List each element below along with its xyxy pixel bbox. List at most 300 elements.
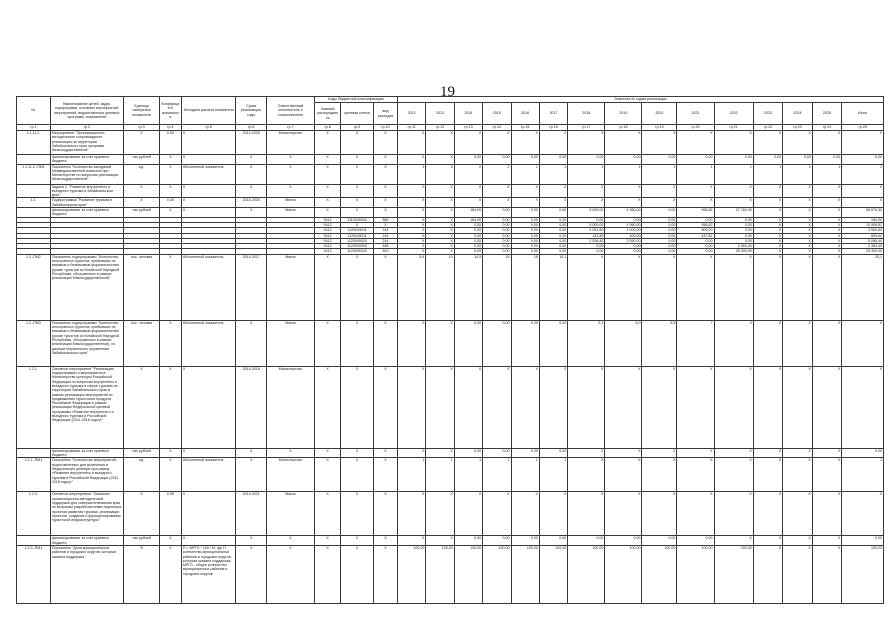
column-number: гр.8 bbox=[315, 125, 341, 131]
table-cell: Х bbox=[341, 536, 374, 546]
table-cell: 0,00 bbox=[511, 536, 539, 546]
table-cell: Х bbox=[426, 222, 454, 227]
table-cell: 0,00 bbox=[714, 222, 753, 227]
table-cell: Х bbox=[426, 208, 454, 218]
table-cell: Х bbox=[341, 366, 374, 448]
table-cell: ед. bbox=[123, 458, 159, 492]
table-cell: Х bbox=[426, 492, 454, 536]
table-cell: Х bbox=[812, 254, 841, 320]
table-cell: 0,00 bbox=[642, 238, 677, 243]
table-cell: Х bbox=[842, 492, 884, 536]
header-budget-codes: Коды бюджетной классификации bbox=[315, 97, 398, 103]
table-cell: Х bbox=[812, 244, 841, 249]
table-cell: Х bbox=[398, 228, 426, 233]
table-cell: 0,00 bbox=[539, 238, 567, 243]
table-cell: Х bbox=[181, 131, 236, 155]
table-cell: 1.1.11.2. bbox=[17, 131, 51, 155]
table-cell: Х bbox=[483, 492, 511, 536]
table-cell: 100,00 bbox=[605, 545, 642, 603]
header-year: 2021 bbox=[677, 103, 714, 125]
table-cell: Х bbox=[783, 249, 812, 254]
table-cell: 1 bbox=[454, 458, 482, 492]
table-cell: Х bbox=[315, 198, 341, 208]
table-cell: 0,00 bbox=[511, 233, 539, 238]
table-cell: 0,00 bbox=[783, 155, 812, 165]
table-cell: 100,00 bbox=[677, 545, 714, 603]
table-cell: 0,00 bbox=[605, 244, 642, 249]
table-cell: Х bbox=[642, 366, 677, 448]
table-cell: 1 bbox=[842, 458, 884, 492]
table-cell: Х bbox=[511, 184, 539, 198]
table-cell: Х bbox=[783, 198, 812, 208]
column-number: гр.1 bbox=[17, 125, 51, 131]
table-cell: 4 950,00 bbox=[605, 208, 642, 218]
table-cell: 15 bbox=[483, 254, 511, 320]
table-cell: Х bbox=[753, 448, 782, 458]
table-cell: Х bbox=[266, 155, 314, 165]
table-cell: Абсолютный показатель bbox=[181, 320, 236, 366]
table-cell: Х bbox=[123, 198, 159, 208]
table-cell: Х bbox=[315, 320, 341, 366]
table-cell: П = МРГО * 100 / М, где П - количество муниципальных районов и городских округов, которым оказана поддержка; МРГО - общее количество муниципальных районов и городских округов bbox=[181, 545, 236, 603]
table-cell: тыс. человек bbox=[123, 320, 159, 366]
table-cell: Х bbox=[398, 366, 426, 448]
table-cell: Х bbox=[677, 131, 714, 155]
table-cell: 244 bbox=[373, 238, 397, 243]
table-cell: 2 bbox=[454, 164, 482, 184]
table-cell: 0,00 bbox=[454, 536, 482, 546]
table-cell: Х bbox=[181, 198, 236, 208]
column-number: гр.20 bbox=[677, 125, 714, 131]
row-title: Основное мероприятие "Реализация подпрограммы и мероприятия в Министерстве культуры Российской Федерации по вопросам внутреннего и въездного туризма в сфере туризма на территории Забайкальского края в рамках реализации мероприятий по продвижению туристского продукта Российской Федерации в рамках реализации Федеральной целевой программы «Развитие внутреннего и въездного туризма в Российской Федерации (2011-2018 годы)»" bbox=[50, 366, 123, 448]
table-cell: 4 950,00 bbox=[605, 222, 642, 227]
table-cell: Х bbox=[812, 249, 841, 254]
table-cell: 0,00 bbox=[605, 217, 642, 222]
column-number: гр.7 bbox=[266, 125, 314, 131]
column-number: гр.22 bbox=[753, 125, 782, 131]
table-cell: Х bbox=[341, 184, 374, 198]
table-cell: Х bbox=[677, 492, 714, 536]
table-cell: Х bbox=[812, 198, 841, 208]
column-number: гр.5 bbox=[181, 125, 236, 131]
column-number: гр.12 bbox=[426, 125, 454, 131]
table-cell: Х bbox=[236, 545, 267, 603]
table-cell: Х bbox=[568, 492, 605, 536]
table-cell: Х bbox=[426, 320, 454, 366]
table-cell: % bbox=[123, 545, 159, 603]
column-number: гр.16 bbox=[539, 125, 567, 131]
row-title: Основное мероприятие "Оказание организационно-методической поддержки для совершенствования края по вопросам разработки инвестиционных проектов развития туризма, реализации проектов, создании и функционировании туристской инфраструктуры" bbox=[50, 492, 123, 536]
column-number: гр.13 bbox=[454, 125, 482, 131]
table-cell: Х bbox=[714, 366, 753, 448]
table-row bbox=[17, 184, 884, 198]
table-cell: Х bbox=[341, 254, 374, 320]
program-table bbox=[16, 96, 884, 604]
table-cell: Х bbox=[315, 458, 341, 492]
table-cell: 0,00 bbox=[714, 228, 753, 233]
table-cell: Х bbox=[812, 131, 841, 155]
table-cell: 0,00 bbox=[642, 155, 677, 165]
table-cell: 0,00 bbox=[511, 208, 539, 218]
table-cell: 1 bbox=[511, 164, 539, 184]
table-cell: 1.2.1. bbox=[17, 366, 51, 448]
table-cell: Х bbox=[181, 208, 236, 218]
table-cell: 0,00 bbox=[568, 217, 605, 222]
table-cell: Х bbox=[266, 536, 314, 546]
table-cell: Х bbox=[605, 131, 642, 155]
table-cell: 1.2.3. bbox=[17, 492, 51, 536]
table-cell: Х bbox=[539, 492, 567, 536]
table-cell: Х bbox=[236, 155, 267, 165]
table-cell: 100,00 bbox=[483, 545, 511, 603]
table-cell: Минэк bbox=[266, 320, 314, 366]
table-cell: Х bbox=[398, 536, 426, 546]
table-cell: 5 000,00 bbox=[568, 222, 605, 227]
header-budget-sub: вид расходов bbox=[373, 103, 397, 125]
table-cell: Х bbox=[398, 320, 426, 366]
table-cell: Х bbox=[341, 448, 374, 458]
table-cell: Х bbox=[236, 536, 267, 546]
table-cell: 15 bbox=[511, 254, 539, 320]
table-cell: 27 784,40 bbox=[714, 208, 753, 218]
table-cell: Минэк bbox=[266, 254, 314, 320]
table-row bbox=[17, 164, 884, 184]
table-cell: Х bbox=[160, 536, 182, 546]
table-cell: Х bbox=[783, 222, 812, 227]
table-cell: Х bbox=[783, 458, 812, 492]
table-cell: 0 bbox=[714, 320, 753, 366]
table-cell: Х bbox=[160, 254, 182, 320]
column-number: гр.10 bbox=[373, 125, 397, 131]
table-cell: 0,00 bbox=[483, 249, 511, 254]
table-cell: 1 bbox=[642, 164, 677, 184]
table-cell: Х bbox=[341, 208, 374, 218]
header-budget-sub: целевая статья bbox=[341, 103, 374, 125]
table-cell: 0,00 bbox=[642, 536, 677, 546]
table-row bbox=[17, 320, 884, 366]
table-cell: Х bbox=[341, 131, 374, 155]
table-cell: 1120049020 bbox=[341, 249, 374, 254]
table-cell: 2014-2017 bbox=[236, 254, 267, 320]
table-cell: Х bbox=[373, 254, 397, 320]
table-cell: 0,00 bbox=[511, 320, 539, 366]
table-cell: Х bbox=[454, 184, 482, 198]
table-cell: 0,00 bbox=[483, 244, 511, 249]
table-cell: 0,00 bbox=[677, 155, 714, 165]
table-cell: Х bbox=[483, 131, 511, 155]
table-cell bbox=[17, 208, 51, 218]
table-cell: 0,00 bbox=[511, 155, 539, 165]
table-row bbox=[17, 131, 884, 155]
table-cell: 0,00 bbox=[483, 536, 511, 546]
table-cell: тыс.рублей bbox=[123, 155, 159, 165]
column-number: гр.9 bbox=[341, 125, 374, 131]
table-cell: 6,5 bbox=[642, 320, 677, 366]
table-cell: 0,00 bbox=[642, 249, 677, 254]
table-cell: Х bbox=[315, 366, 341, 448]
table-cell: 1 bbox=[568, 164, 605, 184]
table-cell: Х bbox=[266, 448, 314, 458]
table-cell: 1.2.3.-ПМ1 bbox=[17, 545, 51, 603]
table-cell: 0,00 bbox=[568, 536, 605, 546]
table-row bbox=[17, 448, 884, 458]
table-cell: 0,05 bbox=[160, 492, 182, 536]
table-cell: Х bbox=[812, 238, 841, 243]
table-cell: 956,82 bbox=[677, 208, 714, 218]
table-cell: Х bbox=[842, 366, 884, 448]
table-cell: 411,80 bbox=[568, 233, 605, 238]
table-cell: Х bbox=[714, 131, 753, 155]
table-cell: 0412 bbox=[315, 238, 341, 243]
table-cell: Х bbox=[454, 131, 482, 155]
table-cell: Х bbox=[783, 545, 812, 603]
column-number: гр.2 bbox=[50, 125, 123, 131]
table-cell: 100,00 bbox=[398, 545, 426, 603]
row-title: финансирование за счет краевого бюджета bbox=[50, 208, 123, 218]
table-cell: Х bbox=[753, 492, 782, 536]
table-cell: Х bbox=[160, 366, 182, 448]
table-cell: Х bbox=[753, 545, 782, 603]
table-cell: 1 bbox=[539, 458, 567, 492]
table-cell: 0,00 bbox=[483, 448, 511, 458]
table-cell: 0,00 bbox=[642, 244, 677, 249]
table-cell: 0,00 bbox=[642, 208, 677, 218]
column-number: гр.17 bbox=[568, 125, 605, 131]
table-cell: 0,00 bbox=[454, 238, 482, 243]
table-cell: 100,00 bbox=[539, 545, 567, 603]
column-number: гр.21 bbox=[714, 125, 753, 131]
table-row bbox=[17, 155, 884, 165]
header-budget-sub: главный распорядитель bbox=[315, 103, 341, 125]
table-cell: 2 051,80 bbox=[568, 228, 605, 233]
table-cell: 0,50 bbox=[160, 131, 182, 155]
table-cell: Х bbox=[266, 164, 314, 184]
header-year: 2019 bbox=[605, 103, 642, 125]
table-cell: Х bbox=[511, 492, 539, 536]
table-cell: 3 550,00 bbox=[605, 238, 642, 243]
table-cell: Х bbox=[753, 198, 782, 208]
table-cell: 38 876,52 bbox=[842, 208, 884, 218]
table-cell: 0,00 bbox=[714, 233, 753, 238]
table-cell: 0,00 bbox=[454, 155, 482, 165]
table-cell: 0,00 bbox=[842, 155, 884, 165]
table-cell bbox=[17, 536, 51, 546]
table-cell: 0,00 bbox=[568, 244, 605, 249]
table-cell: Х bbox=[398, 198, 426, 208]
table-cell: 25 400,00 bbox=[842, 249, 884, 254]
table-cell: 1 bbox=[812, 164, 841, 184]
table-cell: 0,00 bbox=[677, 238, 714, 243]
table-cell: Х bbox=[160, 458, 182, 492]
table-cell: Х bbox=[642, 254, 677, 320]
table-cell: Х bbox=[483, 184, 511, 198]
row-title: Показатель подпрограммы "Количество иностранных туристов, прибывших по визовым и безвизовым формальностям (кроме туристов из Китайской Народной Республики, обслуженных в рамках реализации Межгосударственной), по данным пограничного управления Забайкальского края" bbox=[50, 320, 123, 366]
table-cell: Х bbox=[842, 131, 884, 155]
table-cell: 0,00 bbox=[539, 536, 567, 546]
table-cell: Х bbox=[236, 320, 267, 366]
table-cell: Х bbox=[398, 155, 426, 165]
table-cell: 1 bbox=[677, 164, 714, 184]
table-cell: Х bbox=[398, 233, 426, 238]
table-cell: Х bbox=[714, 536, 753, 546]
header-method: Методика расчета показателя bbox=[181, 97, 236, 125]
table-cell: Х bbox=[539, 366, 567, 448]
table-cell: Х bbox=[373, 536, 397, 546]
table-cell: 0,00 bbox=[454, 244, 482, 249]
table-cell: Х bbox=[315, 131, 341, 155]
table-cell: Х bbox=[714, 458, 753, 492]
table-cell: Х bbox=[426, 249, 454, 254]
table-cell: Х bbox=[160, 545, 182, 603]
table-cell: Х bbox=[842, 184, 884, 198]
table-cell: Х bbox=[677, 254, 714, 320]
table-cell: Х bbox=[812, 217, 841, 222]
table-cell: Х bbox=[642, 448, 677, 458]
table-cell: 0,00 bbox=[539, 233, 567, 238]
table-cell: Х bbox=[642, 458, 677, 492]
table-cell: 2 536,40 bbox=[568, 238, 605, 243]
table-cell: 100,00 bbox=[454, 545, 482, 603]
table-cell: тыс.рублей bbox=[123, 208, 159, 218]
table-cell: 100,00 bbox=[842, 545, 884, 603]
table-row bbox=[17, 198, 884, 208]
table-cell: Х bbox=[783, 238, 812, 243]
table-cell: 184,90 bbox=[842, 217, 884, 222]
table-cell: Х bbox=[783, 536, 812, 546]
table-cell: 0,00 bbox=[454, 228, 482, 233]
table-cell: Х bbox=[568, 198, 605, 208]
table-cell: Х bbox=[315, 155, 341, 165]
table-cell: 1.2.-ПМ2 bbox=[17, 254, 51, 320]
column-number: гр.11 bbox=[398, 125, 426, 131]
table-cell: 0,00 bbox=[454, 222, 482, 227]
table-cell: 1 bbox=[753, 164, 782, 184]
table-cell: Х bbox=[373, 208, 397, 218]
table-cell: Х bbox=[398, 208, 426, 218]
table-cell: Х bbox=[341, 320, 374, 366]
table-cell: 0,00 bbox=[483, 238, 511, 243]
table-cell: 0,00 bbox=[483, 208, 511, 218]
table-cell: 0,00 bbox=[714, 155, 753, 165]
table-cell: Х bbox=[605, 448, 642, 458]
table-cell: Х bbox=[642, 184, 677, 198]
table-cell: 2 bbox=[426, 164, 454, 184]
table-cell: 0,00 bbox=[642, 228, 677, 233]
column-number: гр.6 bbox=[236, 125, 267, 131]
table-cell: 447,82 bbox=[677, 233, 714, 238]
table-cell: Минэк bbox=[266, 198, 314, 208]
header-year: 2020 bbox=[642, 103, 677, 125]
table-cell: 14,5 bbox=[454, 254, 482, 320]
table-cell: Х bbox=[753, 458, 782, 492]
table-cell: Х bbox=[783, 448, 812, 458]
table-cell: 0,00 bbox=[539, 244, 567, 249]
table-cell: Министерство bbox=[266, 131, 314, 155]
table-cell: Х bbox=[373, 131, 397, 155]
column-number: гр.23 bbox=[783, 125, 812, 131]
table-cell: Х bbox=[123, 366, 159, 448]
table-row bbox=[17, 208, 884, 218]
table-cell: Х bbox=[426, 238, 454, 243]
table-cell: 184,90 bbox=[454, 217, 482, 222]
table-cell: 810 bbox=[373, 249, 397, 254]
table-cell: Х bbox=[753, 244, 782, 249]
table-cell: Х bbox=[753, 131, 782, 155]
table-cell: Х bbox=[426, 448, 454, 458]
table-cell: Х bbox=[160, 164, 182, 184]
table-cell: 0,00 bbox=[511, 249, 539, 254]
table-cell: 0,00 bbox=[568, 249, 605, 254]
column-number: гр.3 bbox=[123, 125, 159, 131]
row-title: Показатель "Количество заседаний Межведомственной комиссии при Министерстве по вопросам реализации Межгосударственной" bbox=[50, 164, 123, 184]
row-title: Показатель "Доля муниципальных районов и городских округов, которым оказана поддержка" bbox=[50, 545, 123, 603]
table-cell: Абсолютный показатель bbox=[181, 164, 236, 184]
table-cell: 2014-2021 bbox=[236, 492, 267, 536]
table-cell: 2014-2018 bbox=[236, 366, 267, 448]
table-cell: Х bbox=[181, 366, 236, 448]
header-year: 2017 bbox=[539, 103, 567, 125]
table-cell: Х bbox=[315, 208, 341, 218]
table-cell: Х bbox=[426, 198, 454, 208]
table-cell: Минэк bbox=[266, 492, 314, 536]
table-cell: Х bbox=[812, 366, 841, 448]
table-cell: Х bbox=[160, 320, 182, 366]
table-cell: 1120049011 bbox=[341, 228, 374, 233]
table-cell: Х bbox=[812, 492, 841, 536]
table-cell: 0,00 bbox=[677, 536, 714, 546]
table-cell: Х bbox=[677, 458, 714, 492]
table-cell: Х bbox=[315, 536, 341, 546]
table-cell: Х bbox=[341, 545, 374, 603]
table-cell: Х bbox=[373, 545, 397, 603]
header-num: № bbox=[17, 97, 51, 125]
table-cell: Х bbox=[454, 492, 482, 536]
table-cell: Х bbox=[753, 238, 782, 243]
table-cell: Х bbox=[714, 492, 753, 536]
table-cell: 2014-2025 bbox=[236, 131, 267, 155]
table-cell: Х bbox=[568, 131, 605, 155]
table-cell: 0,00 bbox=[483, 217, 511, 222]
table-cell: Х bbox=[753, 208, 782, 218]
table-cell: 1 000,00 bbox=[605, 228, 642, 233]
table-cell: 859,62 bbox=[842, 233, 884, 238]
table-cell: Х bbox=[605, 458, 642, 492]
table-cell: 1.1.11.2.-ПМ1 bbox=[17, 164, 51, 184]
header-year: 2024 bbox=[783, 103, 812, 125]
table-cell: Х bbox=[753, 184, 782, 198]
table-cell: Х bbox=[677, 448, 714, 458]
table-cell: 244 bbox=[373, 233, 397, 238]
table-cell: Х bbox=[812, 184, 841, 198]
table-cell: Х bbox=[373, 458, 397, 492]
table-cell: Х bbox=[373, 366, 397, 448]
table-cell: Х bbox=[605, 184, 642, 198]
table-cell: 1 bbox=[483, 458, 511, 492]
table-cell: Х bbox=[714, 448, 753, 458]
column-number: гр.4 bbox=[160, 125, 182, 131]
table-cell: Х bbox=[605, 492, 642, 536]
table-cell: 0,00 bbox=[454, 448, 482, 458]
table-cell: 2 384,40 bbox=[714, 244, 753, 249]
table-cell: 5,1 bbox=[568, 320, 605, 366]
table-cell: Х bbox=[783, 492, 812, 536]
table-cell: 0,00 bbox=[511, 448, 539, 458]
table-cell: Х bbox=[642, 131, 677, 155]
table-cell: Х bbox=[605, 366, 642, 448]
table-cell: Х bbox=[783, 184, 812, 198]
table-cell bbox=[17, 448, 51, 458]
table-cell: Х bbox=[236, 448, 267, 458]
